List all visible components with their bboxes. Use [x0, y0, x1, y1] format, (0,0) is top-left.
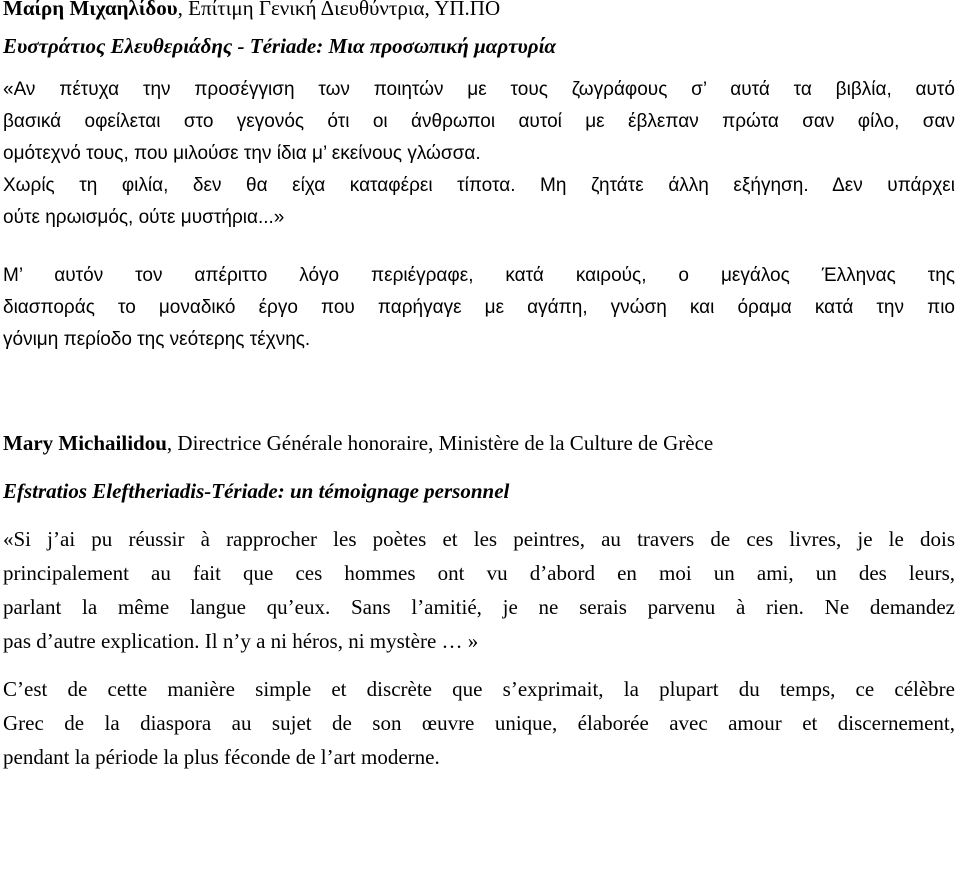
greek-quote-line: ούτε ηρωισμός, ούτε μυστήρια...»	[3, 207, 285, 228]
greek-quote-line: βασικά οφείλεται στο γεγονός ότι οι άνθρωποι αυτοί με έβλεπαν πρώτα σαν φίλο, σαν	[3, 111, 955, 132]
french-paragraph	[3, 672, 955, 774]
french-quote	[3, 522, 955, 658]
greek-paragraph-line: γόνιμη περίοδο της νεότερης τέχνης.	[3, 329, 311, 350]
french-quote-line: «Si j’ai pu réussir à rapprocher les poètes et les peintres, au travers de ces livres, je le dois	[3, 527, 955, 551]
french-author-line	[3, 426, 955, 460]
greek-paragraph-line: διασποράς το μοναδικό έργο που παρήγαγε με αγάπη, γνώση και όραμα κατά την πιο	[3, 297, 955, 318]
greek-quote-line: ομότεχνό τους, που μιλούσε την ίδια μ’ εκείνους γλώσσα.	[3, 143, 481, 164]
document-page	[3, 0, 955, 774]
greek-section	[3, 0, 955, 356]
french-author-name: Mary Michailidou	[3, 431, 167, 455]
french-section	[3, 426, 955, 774]
greek-quote-line: «Αν πέτυχα την προσέγγιση των ποιητών με τους ζωγράφους σ’ αυτά τα βιβλία, αυτό	[3, 79, 955, 100]
greek-quote-line: Χωρίς τη φιλία, δεν θα είχα καταφέρει τίποτα. Μη ζητάτε άλλη εξήγηση. Δεν υπάρχει	[3, 175, 955, 196]
greek-author-role: , Επίτιμη Γενική Διευθύντρια, ΥΠ.ΠΟ	[177, 0, 501, 20]
french-paragraph-line: C’est de cette manière simple et discrète que s’exprimait, la plupart du temps, ce célèbre	[3, 677, 955, 701]
greek-author-name: Μαίρη Μιχαηλίδου	[3, 0, 178, 20]
greek-paragraph-line: Μ’ αυτόν τον απέριττο λόγο περιέγραφε, κατά καιρούς, ο μεγάλος Έλληνας της	[3, 265, 955, 286]
french-author-role: , Directrice Générale honoraire, Ministère de la Culture de Grèce	[166, 431, 714, 455]
french-quote-line: pas d’autre explication. Il n’y a ni héros, ni mystère … »	[3, 629, 479, 653]
greek-author-line	[3, 0, 955, 24]
french-paragraph-line: pendant la période la plus féconde de l’art moderne.	[3, 745, 440, 769]
greek-paragraph	[3, 260, 955, 356]
french-quote-line: principalement au fait que ces hommes ont vu d’abord en moi un ami, un des leurs,	[3, 561, 955, 585]
french-paragraph-line: Grec de la diaspora au sujet de son œuvre unique, élaborée avec amour et discernement,	[3, 711, 955, 735]
french-subtitle: Efstratios Eleftheriadis-Tériade: un témoignage personnel	[3, 479, 510, 503]
greek-quote	[3, 74, 955, 234]
greek-subtitle: Ευστράτιος Ελευθεριάδης - Tériade: Μια προσωπική μαρτυρία	[3, 34, 557, 58]
french-quote-line: parlant la même langue qu’eux. Sans l’amitié, je ne serais parvenu à rien. Ne demandez	[3, 595, 955, 619]
